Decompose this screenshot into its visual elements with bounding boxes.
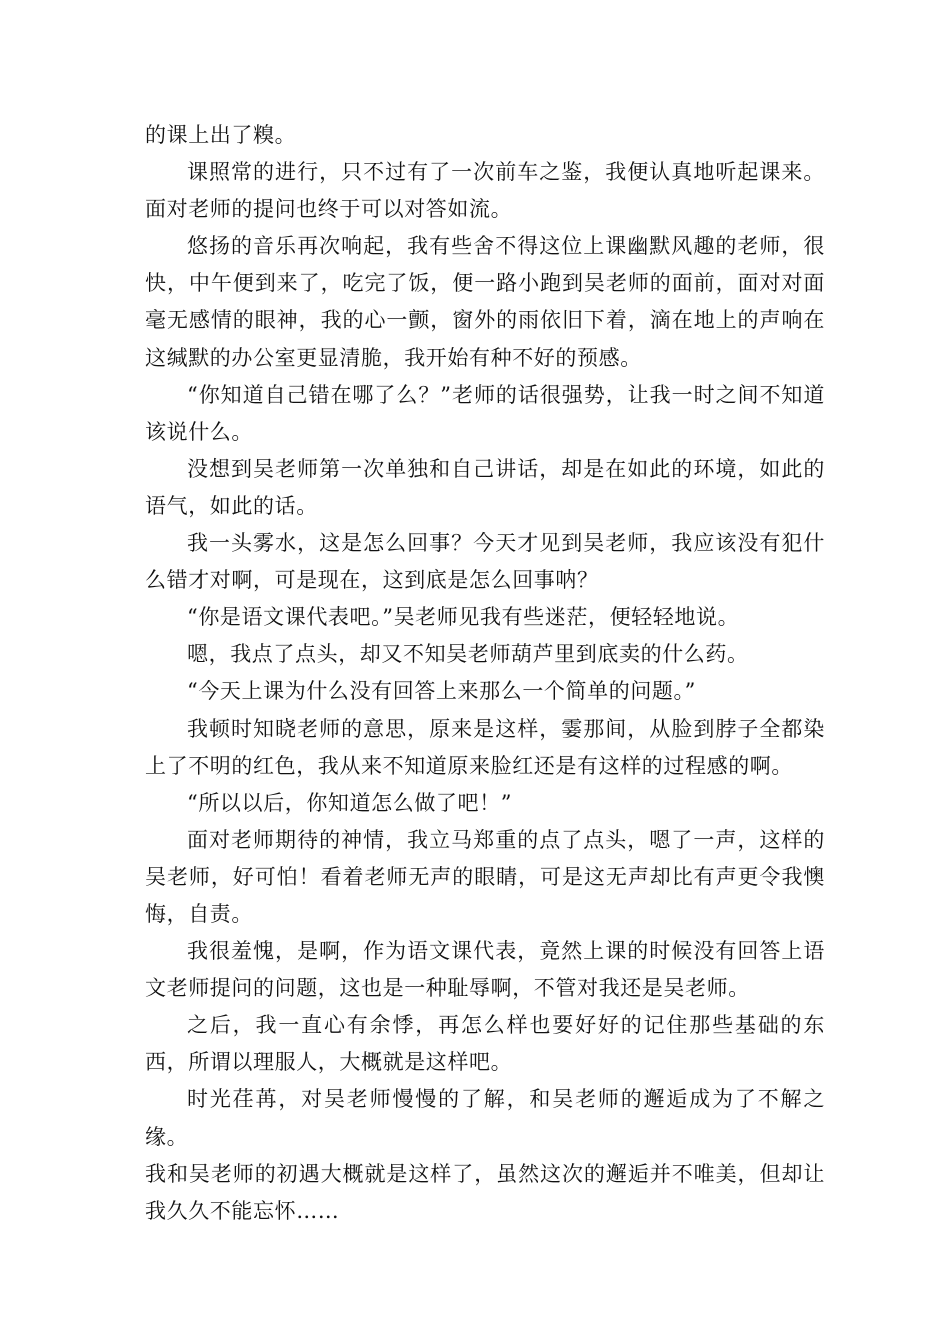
paragraph-9: “今天上课为什么没有回答上来那么一个简单的问题。” xyxy=(187,679,696,704)
paragraph-4: “你知道自己错在哪了么？”老师的话很强势，让我一时之间不知道该说什么。 xyxy=(145,382,825,444)
paragraph-6: 我一头雾水，这是怎么回事？今天才见到吴老师，我应该没有犯什么错才对啊，可是现在，这到底是怎么回事呐？ xyxy=(145,531,825,593)
paragraph-13: 我很羞愧，是啊，作为语文课代表，竟然上课的时候没有回答上语文老师提问的问题，这也是一种耻辱啊，不管对我还是吴老师。 xyxy=(145,939,825,1001)
paragraph-16: 我和吴老师的初遇大概就是这样了，虽然这次的邂逅并不唯美，但却让我久久不能忘怀…… xyxy=(145,1161,825,1223)
paragraph-12: 面对老师期待的神情，我立马郑重的点了点头，嗯了一声，这样的吴老师，好可怕！看着老师无声的眼睛，可是这无声却比有声更令我懊悔，自责。 xyxy=(145,827,825,926)
paragraph-7: “你是语文课代表吧。”吴老师见我有些迷茫，便轻轻地说。 xyxy=(187,605,740,630)
paragraph-8: 嗯，我点了点头，却又不知吴老师葫芦里到底卖的什么药。 xyxy=(187,642,749,667)
paragraph-5: 没想到吴老师第一次单独和自己讲话，却是在如此的环境，如此的语气，如此的话。 xyxy=(145,456,825,518)
document-body xyxy=(145,117,825,1230)
paragraph-10: 我顿时知晓老师的意思，原来是这样，霎那间，从脸到脖子全都染上了不明的红色，我从来不知道原来脸红还是有这样的过程感的啊。 xyxy=(145,716,825,778)
paragraph-14: 之后，我一直心有余悸，再怎么样也要好好的记住那些基础的东西，所谓以理服人，大概就是这样吧。 xyxy=(145,1013,825,1075)
paragraph-2: 课照常的进行，只不过有了一次前车之鉴，我便认真地听起课来。面对老师的提问也终于可以对答如流。 xyxy=(145,160,825,222)
paragraph-1: 的课上出了糗。 xyxy=(145,123,297,147)
paragraph-15: 时光荏苒，对吴老师慢慢的了解，和吴老师的邂逅成为了不解之缘。 xyxy=(145,1087,825,1149)
paragraph-11: “所以以后，你知道怎么做了吧！” xyxy=(187,790,513,815)
paragraph-3: 悠扬的音乐再次响起，我有些舍不得这位上课幽默风趣的老师，很快，中午便到来了，吃完了饭，便一路小跑到吴老师的面前，面对对面毫无感情的眼神，我的心一颤，窗外的雨依旧下着，滴在地上的声响在这缄默的办公室更显清脆，我开始有种不好的预感。 xyxy=(145,234,825,370)
